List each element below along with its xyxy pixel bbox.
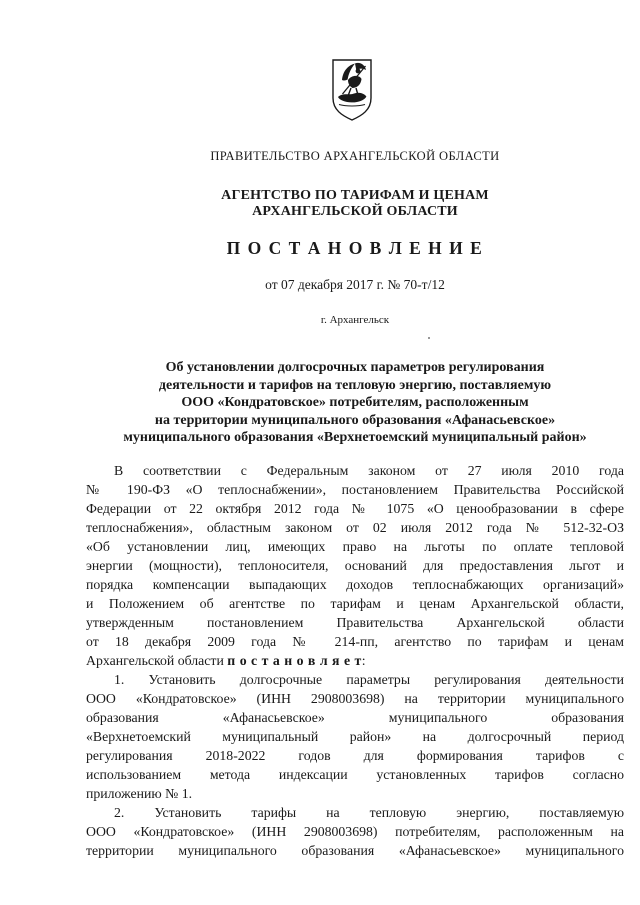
paragraph (86, 803, 624, 860)
document-type-heading: П О С Т А Н О В Л Е Н И Е (226, 238, 484, 258)
body-line: порядка компенсации выпадающих доходов теплоснабжающих организаций» (86, 576, 624, 592)
scan-artifact-dot (428, 337, 430, 339)
paragraph (86, 670, 624, 803)
body-line: от 18 декабря 2009 года № 214-пп, агентство по тарифам и ценам (86, 633, 624, 649)
document-title-line: муниципального образования «Верхнетоемский муниципальный район» (123, 430, 587, 445)
body-line: 2. Установить тарифы на тепловую энергию, поставляемую (114, 804, 624, 820)
document-title-line: деятельности и тарифов на тепловую энергию, поставляемую (158, 377, 552, 393)
document-city: г. Архангельск (320, 314, 390, 326)
agency-name (86, 188, 624, 220)
body-line: Архангельской области п о с т а н о в л я е т: (86, 652, 366, 668)
body-line: ООО «Кондратовское» (ИНН 2908003698) на территории муниципального (86, 690, 624, 706)
body-line: энергии (мощности), теплоносителя, оснований для предоставления льгот и (86, 557, 624, 573)
coat-of-arms-icon (330, 58, 374, 122)
body-line: использованием метода индексации установленных тарифов согласно (86, 766, 624, 782)
body-line: и Положением об агентстве по тарифам и ценам Архангельской области, (86, 595, 624, 611)
agency-name-line1: АГЕНТСТВО ПО ТАРИФАМ И ЦЕНАМ (221, 188, 489, 203)
document-title-line: на территории муниципального образования «Афанасьевское» (154, 412, 556, 428)
emblem-container (86, 58, 618, 127)
body-line: приложению № 1. (86, 785, 193, 801)
body-line: теплоснабжения», областным законом от 02 июля 2012 года № 512-32-ОЗ (86, 519, 624, 535)
document-title-line: ООО «Кондратовское» потребителям, расположенным (181, 395, 529, 410)
document-date-number: от 07 декабря 2017 г. № 70-т/12 (265, 277, 445, 292)
government-name: ПРАВИТЕЛЬСТВО АРХАНГЕЛЬСКОЙ ОБЛАСТИ (210, 149, 500, 163)
body-line: ООО «Кондратовское» (ИНН 2908003698) потребителям, расположенным на (86, 823, 624, 839)
document-title (86, 359, 624, 447)
body-line: утвержденным постановлением Правительства Архангельской области (86, 614, 624, 630)
body-line: «Верхнетоемский муниципальный район» на долгосрочный период (86, 728, 624, 744)
body-line: Федерации от 22 октября 2012 года № 1075 «О ценообразовании в сфере (86, 500, 624, 516)
document-body (86, 461, 624, 860)
body-line: № 190-ФЗ «О теплоснабжении», постановлением Правительства Российской (86, 481, 624, 497)
body-line: регулирования 2018-2022 годов для формирования тарифов с (86, 747, 624, 763)
body-line: образования «Афанасьевское» муниципального образования (86, 709, 624, 725)
paragraph (86, 461, 624, 670)
document-title-line: Об установлении долгосрочных параметров регулирования (165, 360, 545, 375)
body-line: В соответствии с Федеральным законом от 27 июля 2010 года (114, 462, 624, 478)
body-line: территории муниципального образования «Афанасьевское» муниципального (86, 842, 624, 858)
body-line: «Об установлении лиц, имеющих право на льготы по оплате тепловой (86, 538, 624, 554)
body-line: 1. Установить долгосрочные параметры регулирования деятельности (114, 671, 624, 687)
agency-name-line2: АРХАНГЕЛЬСКОЙ ОБЛАСТИ (252, 204, 458, 219)
